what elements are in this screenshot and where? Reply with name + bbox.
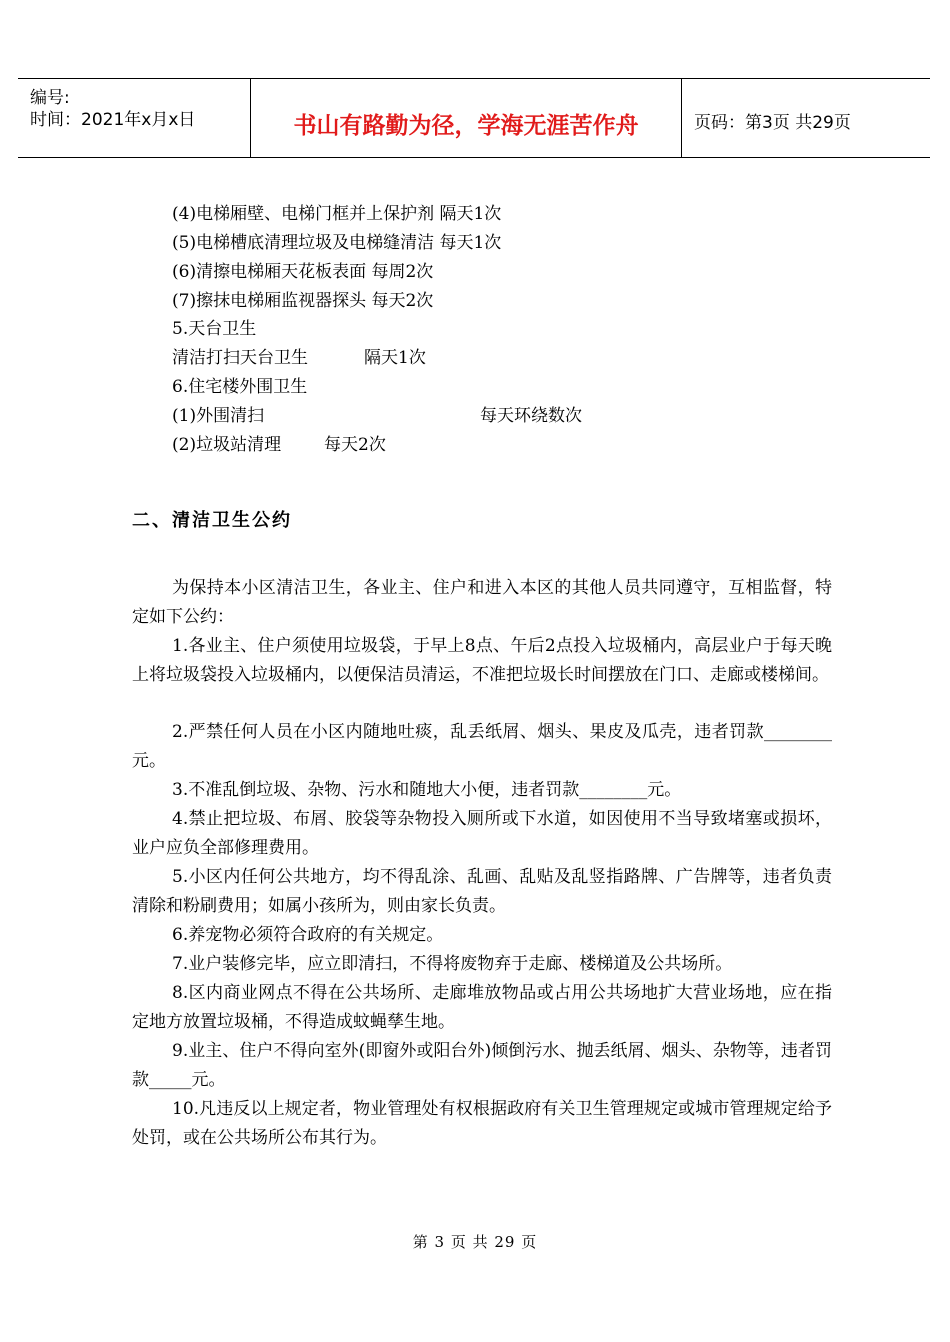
schedule-item [172,405,582,427]
header-motto: 书山有路勤为径，学海无涯苦作舟 [293,113,639,139]
document-number-label: 编号: [30,88,70,108]
paragraph-intro: 为保持本小区清洁卫生，各业主、住户和进入本区的其他人员共同遵守，互相监督，特定如下公约： [132,578,832,627]
schedule-item-text: (7)擦抹电梯厢监视器探头 每天2次 [172,291,434,311]
paragraph-rule-5: 5.小区内任何公共地方，均不得乱涂、乱画、乱贴及乱竖指路牌、广告牌等，违者负责清除和粉刷费用；如属小孩所为，则由家长负责。 [132,867,832,916]
paragraph-rule-4: 4.禁止把垃圾、布屑、胶袋等杂物投入厕所或下水道，如因使用不当导致堵塞或损坏，业户应负全部修理费用。 [132,809,832,858]
schedule-item-text: 5.天台卫生 [172,319,257,339]
schedule-item [172,203,501,225]
schedule-item-text: (1)外围清扫 [172,406,265,426]
paragraph-rule-2: 2.严禁任何人员在小区内随地吐痰，乱丢纸屑、烟头、果皮及瓜壳，违者罚款________元。 [132,722,832,771]
paragraph-rule-6: 6.养宠物必须符合政府的有关规定。 [172,925,444,945]
schedule-heading [172,376,307,398]
header-motto-cell [251,79,682,157]
header-info-cell [18,79,251,157]
schedule-item-frequency: 隔天1次 [364,348,426,368]
schedule-item-text: (2)垃圾站清理 [172,435,282,455]
paragraph-rule-9: 9.业主、住户不得向室外(即窗外或阳台外)倾倒污水、抛丢纸屑、烟头、杂物等，违者罚款_____元。 [132,1041,832,1090]
schedule-item-text: (6)清擦电梯厢天花板表面 每周2次 [172,262,434,282]
paragraph-rule-3: 3.不准乱倒垃圾、杂物、污水和随地大小便，违者罚款________元。 [172,780,682,800]
schedule-item [172,434,386,456]
page-header [18,78,930,158]
page-footer: 第 3 页 共 29 页 [412,1233,538,1251]
paragraph-rule-8: 8.区内商业网点不得在公共场所、走廊堆放物品或占用公共场地扩大营业场地，应在指定地方放置垃圾桶，不得造成蚊蝇孳生地。 [132,983,832,1032]
document-date-label: 时间：2021年x月x日 [30,110,196,130]
schedule-item-frequency: 每天2次 [324,435,386,455]
schedule-item [172,290,433,312]
schedule-heading [172,318,256,340]
schedule-item-frequency: 每天环绕数次 [480,406,582,426]
schedule-item [172,347,426,369]
schedule-item [172,232,501,254]
section-title: 二、清洁卫生公约 [132,510,292,531]
paragraph-rule-1: 1.各业主、住户须使用垃圾袋，于早上8点、午后2点投入垃圾桶内，高层业户于每天晚上将垃圾袋投入垃圾桶内，以便保洁员清运，不准把垃圾长时间摆放在门口、走廊或楼梯间。 [132,636,832,685]
schedule-item-text: (4)电梯厢壁、电梯门框并上保护剂 隔天1次 [172,204,502,224]
header-page-cell [682,79,930,157]
header-page-code: 页码：第3页 共29页 [694,113,851,133]
schedule-item-text: (5)电梯槽底清理垃圾及电梯缝清洁 每天1次 [172,233,502,253]
paragraph-rule-10: 10.凡违反以上规定者，物业管理处有权根据政府有关卫生管理规定或城市管理规定给予处罚，或在公共场所公布其行为。 [132,1099,832,1148]
schedule-item-text: 6.住宅楼外围卫生 [172,377,308,397]
schedule-item [172,261,433,283]
paragraph-rule-7: 7.业户装修完毕，应立即清扫，不得将废物弃于走廊、楼梯道及公共场所。 [172,954,733,974]
schedule-item-text: 清洁打扫天台卫生 [172,348,308,368]
